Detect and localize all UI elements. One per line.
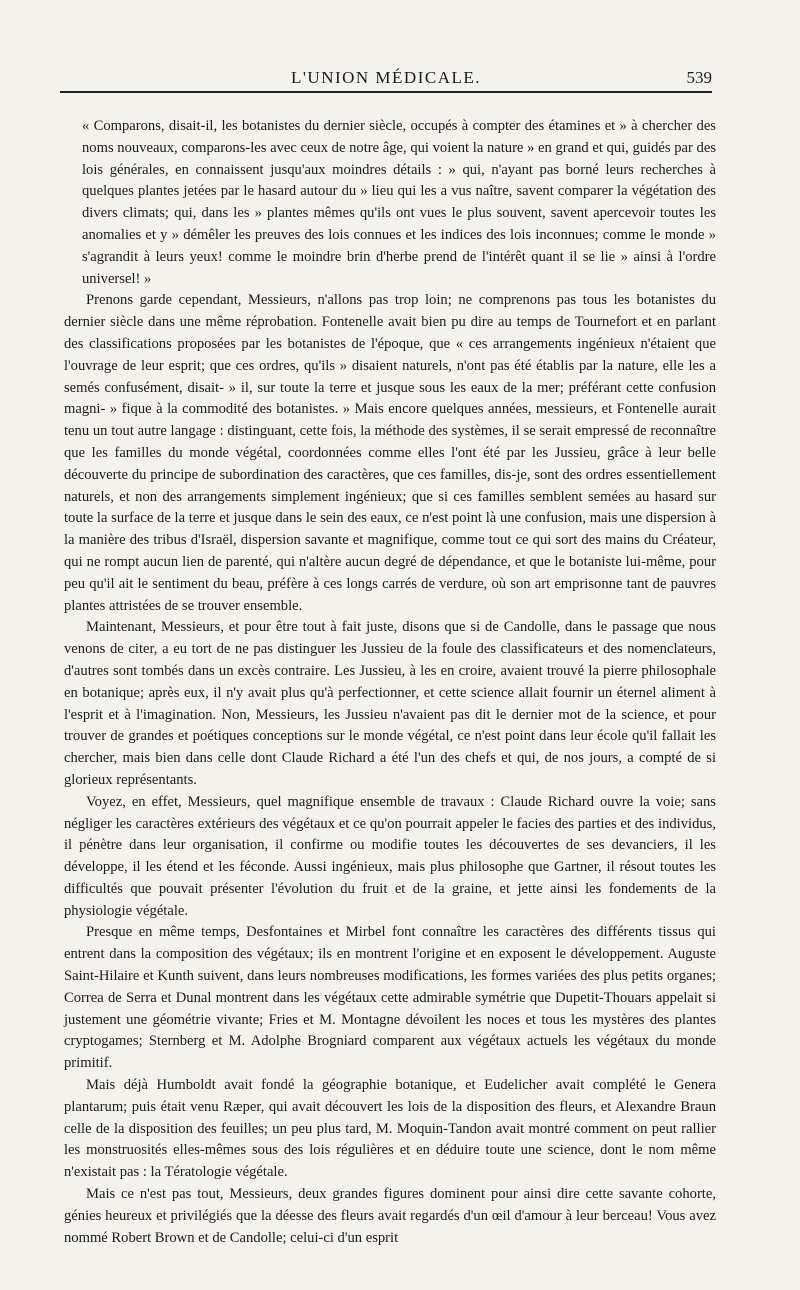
page-header [60, 58, 712, 92]
paragraph: Maintenant, Messieurs, et pour être tout à fait juste, disons que si de Candolle, dans le passage que nous venons de citer, a eu tort de ne pas distinguer les Jussieu de la foule des classificateurs et des nomenclateurs, d'autres sont tombés dans un excès contraire. Les Jussieu, à les en croire, avaient trouvé la pierre philosophale en botanique; après eux, il n'y avait plus qu'à perfectionner, et cette science allait fournir un éternel aliment à l'esprit et à l'imagination. Non, Messieurs, les Jussieu n'avaient pas dit le dernier mot de la science, et pour trouver de grandes et poétiques conceptions sur le monde végétal, ce n'est point dans leur école qu'il fallait les chercher, mais bien dans celle dont Claude Richard a été l'un des chefs et qui, de nos jours, a compté de si glorieux représentants. [64, 619, 716, 788]
paragraph: Prenons garde cependant, Messieurs, n'allons pas trop loin; ne comprenons pas tous les botanistes du dernier siècle dans une même réprobation. Fontenelle avait bien pu dire au temps de Tournefort et en parlant des classifications proposées par les botanistes de l'époque, que « ces arrangements ingénieux n'étaient que l'ouvrage de leur esprit; que ces ordres, qu'ils » disaient naturels, n'ont pas été établis par la nature, elle les a semés confusément, disait- » il, sur toute la terre et jusque sous les eaux de la mer; préférant cette confusion magni- » fique à la commodité des botanistes. » Mais encore quelques années, messieurs, et Fontenelle aurait tenu un tout autre langage : distinguant, cette fois, la méthode des systèmes, il se serait empressé de reconnaître que les familles du monde végétal, coordonnées comme elles l'ont été par les Jussieu, grâce à leur belle découverte du principe de subordination des caractères, que ces familles, dis-je, sont des ordres essentiellement naturels, et non des arrangements simplement ingénieux; que si ces familles semblent semées au hasard sur toute la surface de la terre et jusque dans le sein des eaux, ce n'est point là une confusion, mais une dispersion à la manière des tribus d'Israël, dispersion savante et magnifique, comme tout ce qui sort des mains du Créateur, qui ne rompt aucun lien de parenté, qui n'altère aucun degré de dépendance, et que le botaniste lui-même, pour peu qu'il ait le sentiment du beau, préfère à ces longs carrés de verdure, où son art emprisonne tant de pauvres plantes attristées de se trouver ensemble. [64, 292, 716, 614]
quote-paragraph: « Comparons, disait-il, les botanistes du dernier siècle, occupés à compter des étamines et » à chercher des noms nouveaux, comparons-les avec ceux de notre âge, qui voient la nature » en grand et qui, guidés par des lois générales, en connaissent jusqu'aux moindres détails : » qui, n'ayant pas borné leurs recherches à quelques plantes jetées par le hasard autour du » lieu qui les a vus naître, savent comparer la végétation des divers climats; qui, dans les » plantes mêmes qu'ils ont vues le plus souvent, savent apercevoir toutes les anomalies et y » démêler les preuves des lois connues et les indices des lois inconnues; comme le monde » s'agrandit à leurs yeux! comme le moindre brin d'herbe prend de l'intérêt quant il se lie » ainsi à l'ordre universel! » [82, 118, 716, 287]
paragraph: Voyez, en effet, Messieurs, quel magnifique ensemble de travaux : Claude Richard ouvre la voie; sans négliger les caractères extérieurs des végétaux et ce qu'on pourrait appeler le facies des parties et des individus, il pénètre dans leur organisation, il confirme ou modifie toutes les découvertes de ses devanciers, il les développe, il les étend et les féconde. Aussi ingénieux, mais plus philosophe que Gartner, il résout toutes les difficultés que pouvait présenter l'évolution du fruit et de la graine, et jette ainsi les fondements de la physiologie végétale. [64, 793, 716, 919]
paragraph: Mais ce n'est pas tout, Messieurs, deux grandes figures dominent pour ainsi dire cette savante cohorte, génies heureux et privilégiés que la déesse des fleurs avait regardés d'un œil d'amour à leur berceau! Vous avez nommé Robert Brown et de Candolle; celui-ci d'un esprit [64, 1186, 716, 1246]
paragraph: Mais déjà Humboldt avait fondé la géographie botanique, et Eudelicher avait complété le Genera plantarum; puis était venu Ræper, qui avait découvert les lois de la disposition des fleurs, et Alexandre Braun celle de la disposition des feuilles; un peu plus tard, M. Moquin-Tandon avait montré comment on peut rallier les monstruosités elles-mêmes sous des lois régulières et en déduire toute une science, dont le nom même n'existait pas : la Tératologie végétale. [64, 1077, 716, 1181]
running-title: L'UNION MÉDICALE. [290, 68, 482, 87]
body-text [64, 116, 716, 1249]
header-rule [60, 91, 712, 93]
paragraph: Presque en même temps, Desfontaines et Mirbel font connaître les caractères des différents tissus qui entrent dans la composition des végétaux; ils en montrent l'origine et en exposent le développement. Auguste Saint-Hilaire et Kunth suivent, dans leurs nombreuses modifications, les formes variées des plus petits organes; Correa de Serra et Dunal montrent dans les végétaux cette admirable symétrie que Dupetit-Thouars appelait si justement une géométrie vivante; Fries et M. Montagne dévoilent les noces et tous les mystères des plantes cryptogames; Sternberg et M. Adolphe Brogniard comparent aux végétaux actuels les végétaux du monde primitif. [64, 924, 716, 1072]
page-number: 539 [686, 68, 712, 87]
